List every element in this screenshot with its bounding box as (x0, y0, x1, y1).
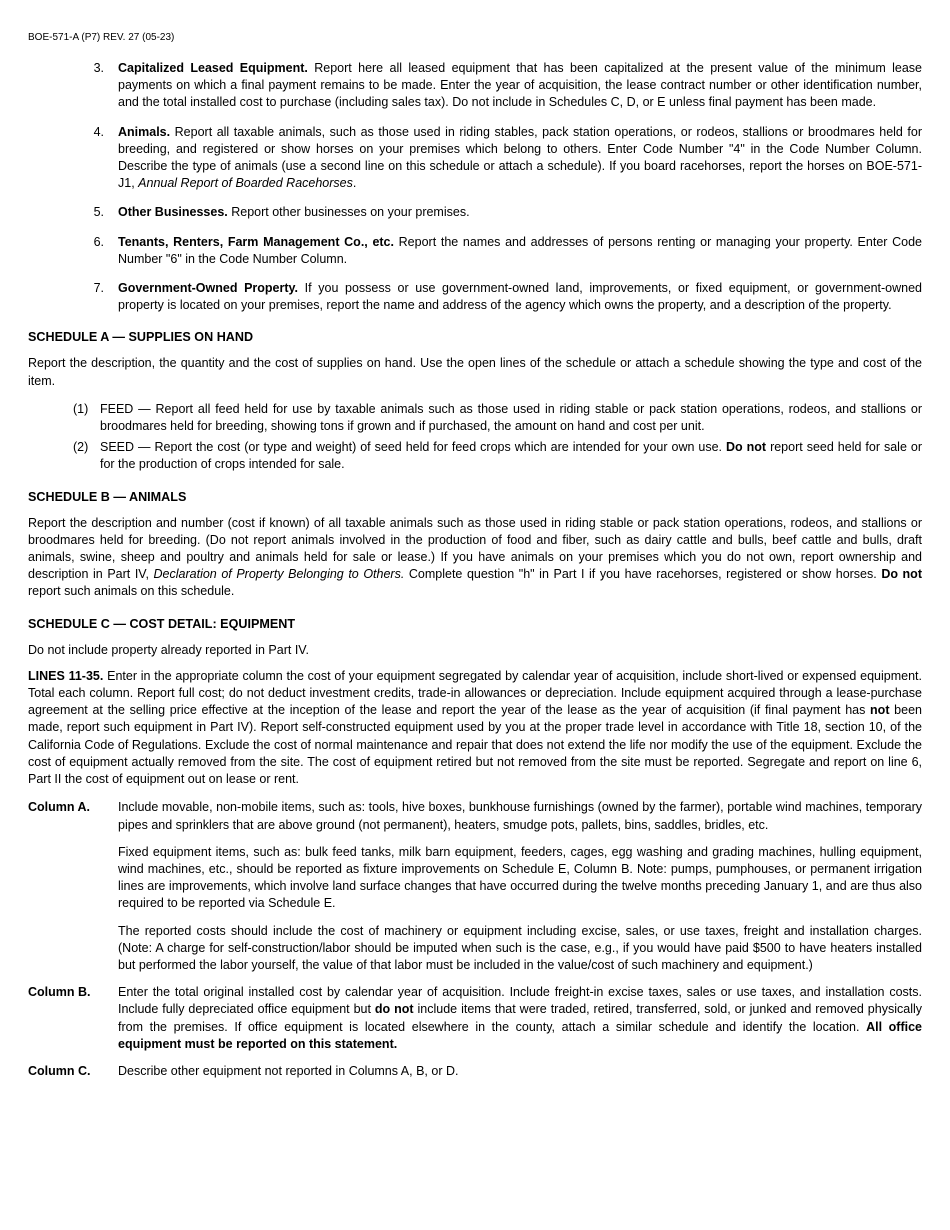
item-text: Capitalized Leased Equipment. Report here all leased equipment that has been capitalized at the present value of the minimum lease payments on which a final payment remains to be made. Enter the year of acquisition, the lease contract number or other identification number, and the total installed cost to purchase (including sales tax). Do not include in Schedules C, D, or E unless final payment has been made. (118, 61, 922, 110)
schedule-c-lines-paragraph: LINES 11-35. Enter in the appropriate column the cost of your equipment segregated by calendar year of acquisition, include short-lived or expensed equipment. Total each column. Report full cost; do not deduct investment credits, trade-in allowances or depreciation. Include equipment acquired through a lease-purchase agreement at the selling price effective at the inception of the lease and report the year of the lease as the year of acquisition (if final payment has not been made, report such equipment in Part IV). Report self-constructed equipment used by you at the proper trade level in accordance with Title 18, section 10, of the California Code of Regulations. Exclude the cost of normal maintenance and repair that does not extend the life nor modify the use of the equipment. Exclude the cost of equipment actually removed from the site. The cost of equipment retired but not removed from the site must be reported. Segregate and report on line 6, Part II the cost of equipment out on lease or rent. (28, 668, 922, 787)
numbered-instructions-list (28, 60, 922, 314)
schedule-a-item-seed (28, 439, 922, 473)
schedule-b-heading: SCHEDULE B — ANIMALS (28, 489, 187, 504)
item-text: SEED — Report the cost (or type and weight) of seed held for feed crops which are intended for your own use. Do not report seed held for sale or for the production of crops intended for sale. (100, 440, 922, 472)
schedule-a-section (28, 355, 922, 473)
schedule-a-item-feed (28, 401, 922, 435)
schedule-c-section (28, 642, 922, 1080)
item-number: 6. (93, 234, 104, 249)
column-a-label: Column A. (28, 800, 91, 815)
instruction-item-other-businesses (28, 204, 922, 221)
column-b-paragraph-1: Enter the total original installed cost by calendar year of acquisition. Include freight-in excise taxes, sales or use taxes, and installation costs. Include fully depreciated office equipment but do not include items that were traded, retired, transferred, sold, or junked and removed physically from the premises. If office equipment is located elsewhere in the county, attach a similar schedule and identify the location. All office equipment must be reported on this statement. (118, 985, 922, 1051)
schedule-b-paragraph: Report the description and number (cost if known) of all taxable animals such as those used in riding stable or pack station operations, rodeos, and stallions or broodmares held for breeding. (Do not report animals involved in the production of food and fiber, such as dairy cattle and bulls, beef cattle and bulls, draft animals, swine, sheep and poultry and animals held for sale or lease.) If you have animals on your premises which you do not own, report ownership and description in Part IV, Declaration of Property Belonging to Others. Complete question "h" in Part I if you have racehorses, registered or show horses. Do not report such animals on this schedule. (28, 515, 922, 599)
instruction-item-animals (28, 124, 922, 193)
column-c-paragraph-1: Describe other equipment not reported in Columns A, B, or D. (118, 1063, 459, 1078)
schedule-a-heading: SCHEDULE A — SUPPLIES ON HAND (28, 330, 254, 345)
item-number: 7. (93, 281, 104, 296)
item-number: 3. (93, 61, 104, 75)
item-text: FEED — Report all feed held for use by taxable animals such as those used in riding stable or pack station operations, rodeos, and stallions or broodmares held for breeding, showing tons if grown and if purchased, the amount on hand and cost per unit. (100, 401, 922, 434)
column-c-body (118, 1063, 922, 1080)
column-b-body (118, 984, 922, 1053)
instruction-item-tenants-renters (28, 234, 922, 268)
item-text: Animals. Report all taxable animals, such as those used in riding stables, pack station operations, or rodeos, stallions or broodmares held for breeding, and registered or show horses on your premises which belong to others. Enter Code Number "4" in the Code Number Column. Describe the type of animals (use a second line on this schedule or attach a schedule). If you board racehorses, report the horses on BOE-571-J1, Annual Report of Boarded Racehorses. (118, 124, 922, 191)
column-c-label: Column C. (28, 1063, 91, 1078)
item-text: Tenants, Renters, Farm Management Co., etc. Report the names and addresses of persons renting or managing your property. Enter Code Number "6" in the Code Number Column. (118, 234, 922, 266)
item-number: (2) (73, 440, 89, 455)
schedule-c-heading: SCHEDULE C — COST DETAIL: EQUIPMENT (28, 616, 296, 631)
column-a-instructions (28, 799, 922, 974)
item-text: Government-Owned Property. If you possess or use government-owned land, improvements, or fixed equipment, or government-owned property is located on your premises, report the name and address of the agency which owns the property, and a description of the property. (118, 281, 922, 313)
column-c-instructions (28, 1063, 922, 1080)
item-number: 5. (93, 205, 104, 220)
item-number: (1) (73, 401, 89, 416)
item-text: Other Businesses. Report other businesses on your premises. (118, 205, 470, 220)
schedule-a-sublist (28, 401, 922, 474)
column-a-paragraph-3: The reported costs should include the cost of machinery or equipment including excise, sales, or use taxes, freight and installation charges. (Note: A charge for self-construction/labor should be imputed when such is the case, e.g., if you would have paid $500 to have heaters installed but performed the labor yourself, the value of that labor must be included in the value/cost of such machinery and equipment.) (118, 923, 922, 972)
schedule-c-intro: Do not include property already reported in Part IV. (28, 642, 309, 657)
column-b-label: Column B. (28, 985, 91, 1000)
item-number: 4. (93, 124, 104, 139)
instruction-item-government-owned-property (28, 280, 922, 314)
instruction-item-capitalized-leased-equipment (28, 60, 922, 112)
schedule-b-section (28, 515, 922, 601)
column-a-paragraph-1: Include movable, non-mobile items, such as: tools, hive boxes, bunkhouse furnishings (owned by the farmer), portable wind machines, temporary pipes and sprinklers that are above ground (not permanent), heaters, smudge pots, pallets, bins, saddles, bridles, etc. (118, 800, 922, 832)
column-b-instructions (28, 984, 922, 1053)
column-a-paragraph-2: Fixed equipment items, such as: bulk feed tanks, milk barn equipment, feeders, cages, egg washing and grading machines, hulling equipment, wind machines, etc., should be reported as fixture improvements on Schedule E, Column B. Note: pumps, pumphouses, or permanent irrigation lines are improvements, which involve land surface changes that have occurred during the twelve months preceding January 1, and are thus also required to be reported via Schedule E. (118, 844, 922, 911)
form-revision-header: BOE-571-A (P7) REV. 27 (05-23) (28, 32, 175, 43)
column-a-body (118, 799, 922, 974)
schedule-a-intro: Report the description, the quantity and the cost of supplies on hand. Use the open lines of the schedule or attach a schedule showing the type and cost of the item. (28, 356, 922, 388)
